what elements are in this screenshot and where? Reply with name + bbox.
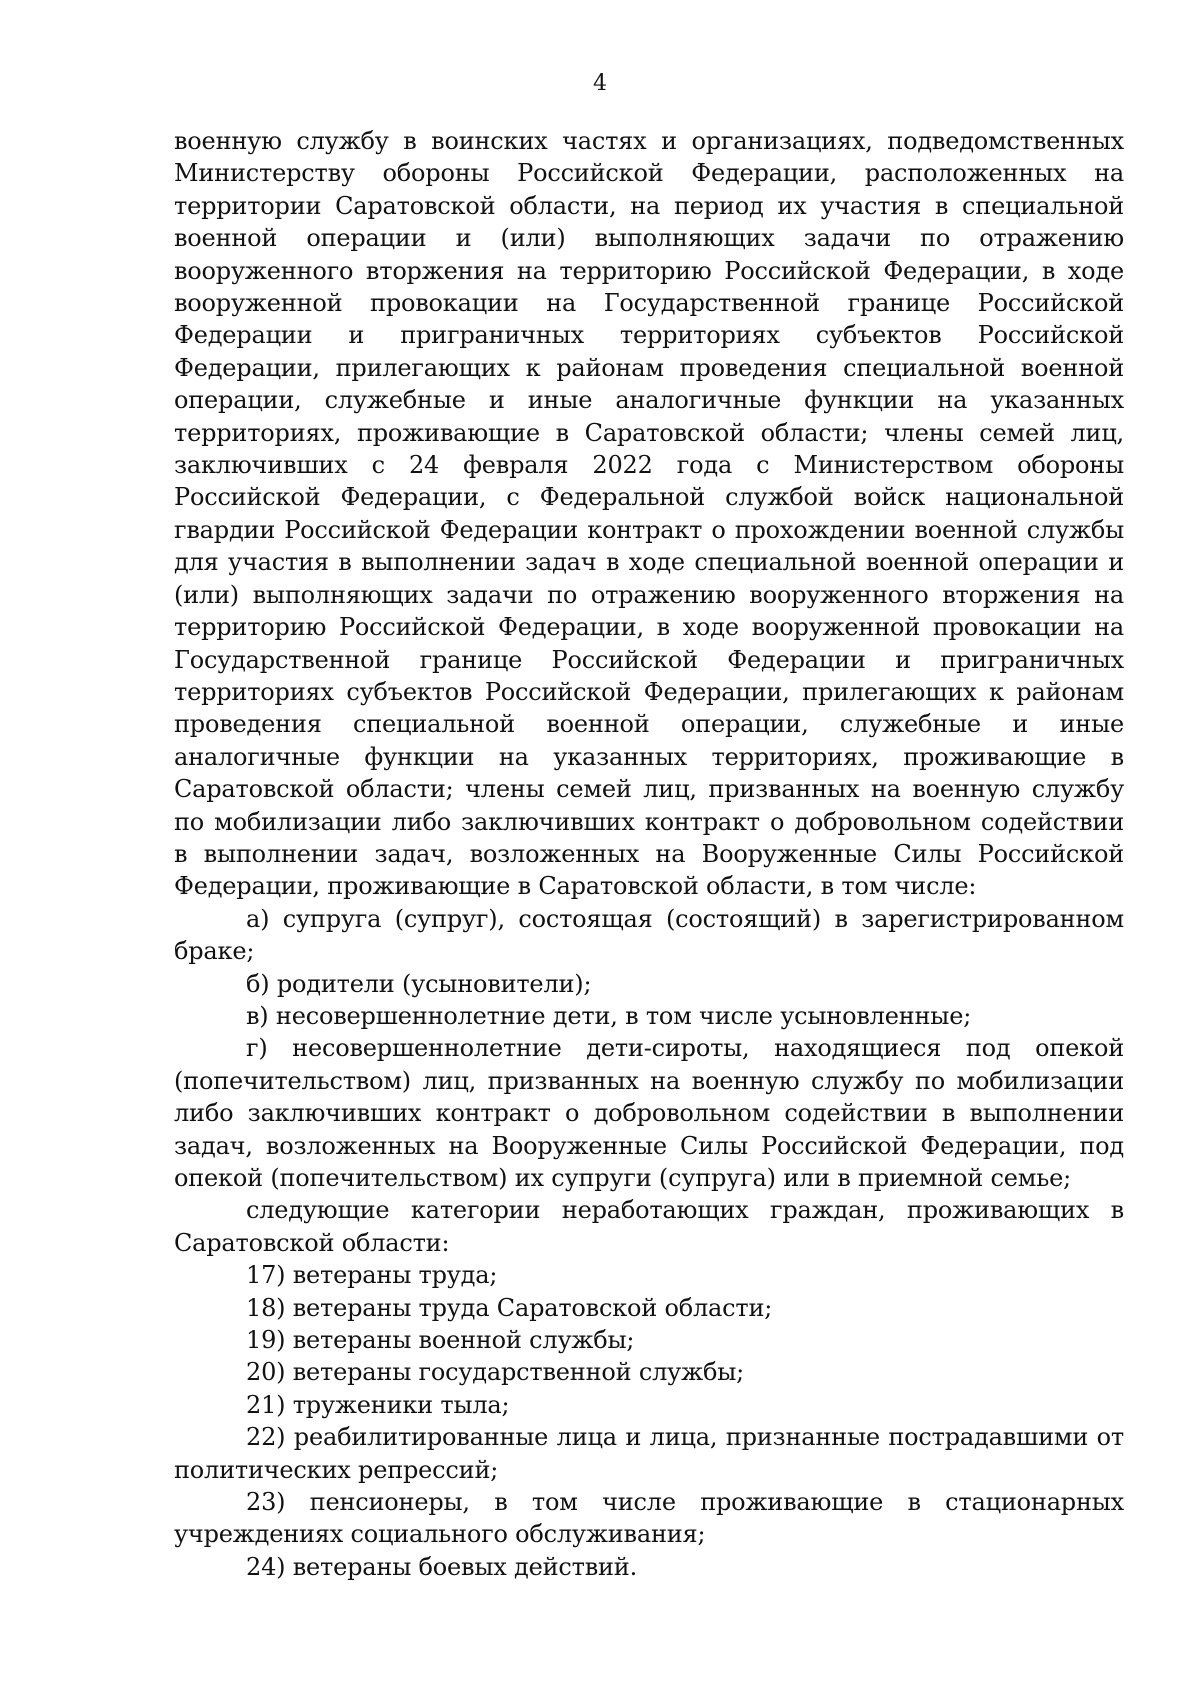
list-item-24: 24) ветераны боевых действий.	[246, 1552, 638, 1581]
list-item-22: 22) реабилитированные лица и лица, признанные пострадавшими от политических репрессий;	[174, 1423, 1124, 1484]
list-item-parents: б) родители (усыновители);	[246, 969, 592, 998]
list-item-23: 23) пенсионеры, в том числе проживающие в стационарных учреждениях социального обслуживания;	[174, 1488, 1124, 1549]
list-item-orphans: г) несовершеннолетние дети-сироты, находящиеся под опекой (попечительством) лиц, призванных на военную службу по мобилизации либо заключивших контракт о добровольном содействии в выполнении задач, возложенных на Вооруженные Силы Российской Федерации, под опекой (попечительством) их супруги (супруга) или в приемной семье;	[174, 1034, 1124, 1192]
list-item-19: 19) ветераны военной службы;	[246, 1326, 635, 1355]
page-number: 4	[593, 71, 607, 96]
list-item-20: 20) ветераны государственной службы;	[246, 1358, 744, 1387]
paragraph-unemployed-categories: следующие категории неработающих граждан, проживающих в Саратовской области:	[174, 1196, 1124, 1257]
list-item-21: 21) труженики тыла;	[246, 1390, 510, 1419]
document-body	[174, 125, 1124, 1583]
list-item-17: 17) ветераны труда;	[246, 1261, 498, 1290]
list-item-18: 18) ветераны труда Саратовской области;	[246, 1293, 773, 1322]
list-item-minor-children: в) несовершеннолетние дети, в том числе усыновленные;	[246, 1001, 972, 1030]
list-item-spouse: а) супруга (супруг), состоящая (состоящий) в зарегистрированном браке;	[174, 904, 1124, 966]
paragraph-eligible-persons: военную службу в воинских частях и организациях, подведомственных Министерству обороны Российской Федерации, расположенных на территории Саратовской области, на период их участия в специальной военной операции и (или) выполняющих задачи по отражению вооруженного вторжения на территорию Российской Федерации, в ходе вооруженной провокации на Государственной границе Российской Федерации и приграничных территориях субъектов Российской Федерации, прилегающих к районам проведения специальной военной операции, служебные и иные аналогичные функции на указанных территориях, проживающие в Саратовской области; члены семей лиц, заключивших с 24 февраля 2022 года с Министерством обороны Российской Федерации, с Федеральной службой войск национальной гвардии Российской Федерации контракт о прохождении военной службы для участия в выполнении задач в ходе специальной военной операции и (или) выполняющих задачи по отражению вооруженного вторжения на территорию Российской Федерации, в ходе вооруженной провокации на Государственной границе Российской Федерации и приграничных территориях субъектов Российской Федерации, прилегающих к районам проведения специальной военной операции, служебные и иные аналогичные функции на указанных территориях, проживающие в Саратовской области; члены семей лиц, призванных на военную службу по мобилизации либо заключивших контракт о добровольном содействии в выполнении задач, возложенных на Вооруженные Силы Российской Федерации, проживающие в Саратовской области, в том числе:	[174, 127, 1124, 901]
